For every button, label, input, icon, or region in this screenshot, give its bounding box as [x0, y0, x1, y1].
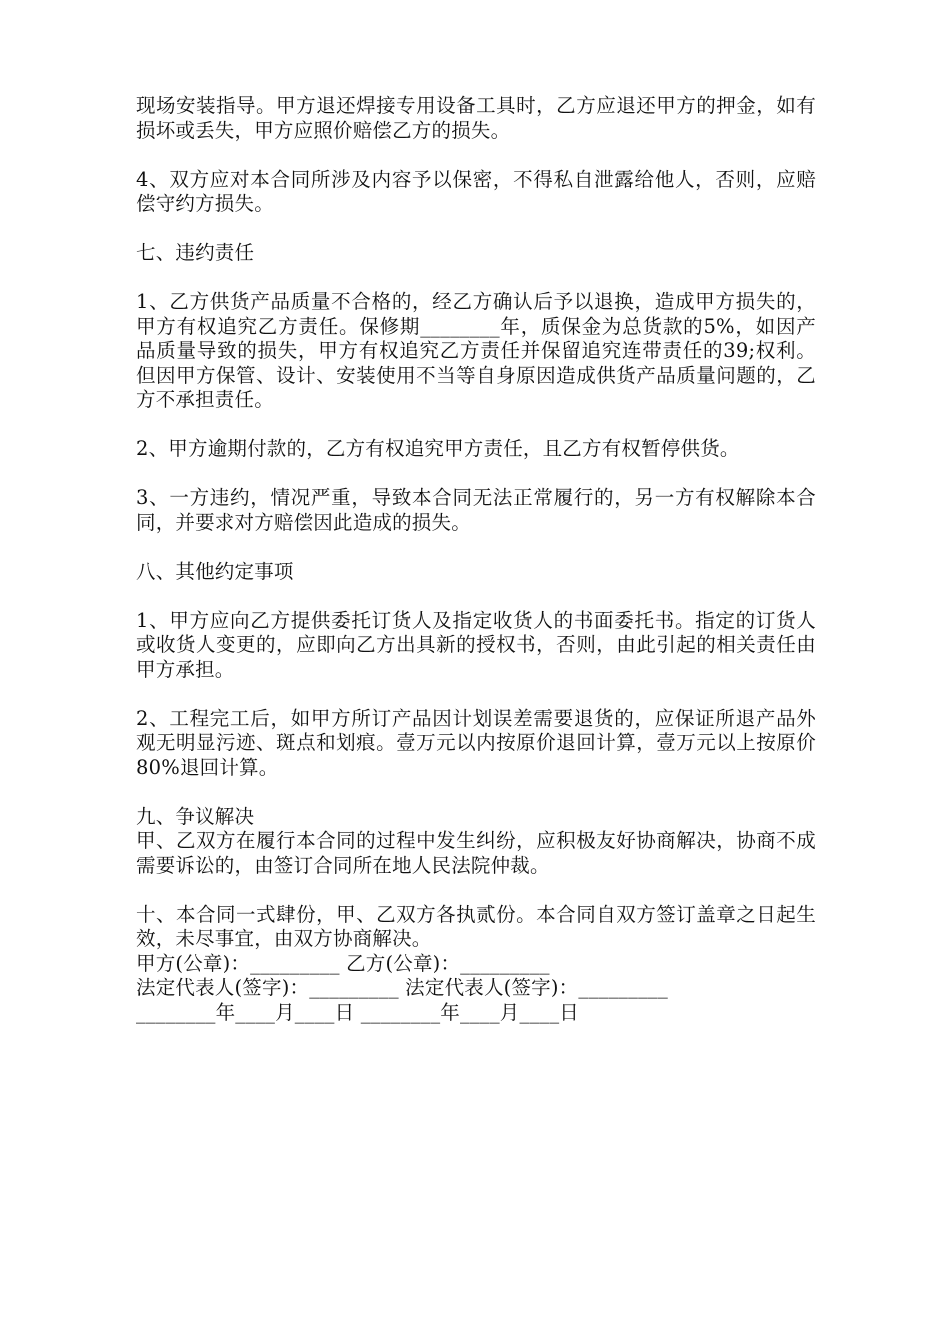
section-8-heading: 八、其他约定事项 [136, 559, 294, 583]
clause-8-1: 1、甲方应向乙方提供委托订货人及指定收货人的书面委托书。指定的订货人或收货人变更的，应即向乙方出具新的授权书，否则，由此引起的相关责任由甲方承担。 [136, 608, 816, 681]
signature-date-line: ________年____月____日 ________年____月____日 [136, 1000, 579, 1024]
clause-7-3: 3、一方违约，情况严重，导致本合同无法正常履行的，另一方有权解除本合同，并要求对方赔偿因此造成的损失。 [136, 486, 816, 534]
clause-6-4: 4、双方应对本合同所涉及内容予以保密，不得私自泄露给他人，否则，应赔偿守约方损失。 [136, 167, 816, 215]
signature-seal-line: 甲方(公章)：_________ 乙方(公章)：_________ [136, 951, 550, 975]
section-10-body: 十、本合同一式肆份，甲、乙双方各执贰份。本合同自双方签订盖章之日起生效，未尽事宜，由双方协商解决。 [136, 902, 816, 950]
clause-6-3-continuation: 现场安装指导。甲方退还焊接专用设备工具时，乙方应退还甲方的押金，如有损坏或丢失，甲方应照价赔偿乙方的损失。 [136, 94, 816, 142]
clause-9-body: 甲、乙双方在履行本合同的过程中发生纠纷，应积极友好协商解决，协商不成需要诉讼的，由签订合同所在地人民法院仲裁。 [136, 829, 816, 877]
clause-7-1: 1、乙方供货产品质量不合格的，经乙方确认后予以退换，造成甲方损失的，甲方有权追究乙方责任。保修期________年，质保金为总货款的5%，如因产品质量导致的损失，甲方有权追究乙方责任并保留追究连带责任的39;权利。但因甲方保管、设计、安装使用不当等自身原因造成供货产品质量问题的，乙方不承担责任。 [136, 290, 816, 411]
clause-8-2: 2、工程完工后，如甲方所订产品因计划误差需要退货的，应保证所退产品外观无明显污迹、斑点和划痕。壹万元以内按原价退回计算，壹万元以上按原价80%退回计算。 [136, 706, 816, 779]
document-page [136, 94, 816, 1025]
clause-7-2: 2、甲方逾期付款的，乙方有权追究甲方责任，且乙方有权暂停供货。 [136, 437, 740, 460]
section-9-heading: 九、争议解决 [136, 804, 255, 828]
signature-representative-line: 法定代表人(签字)：_________ 法定代表人(签字)：_________ [136, 976, 668, 999]
section-7-heading: 七、违约责任 [136, 241, 255, 264]
